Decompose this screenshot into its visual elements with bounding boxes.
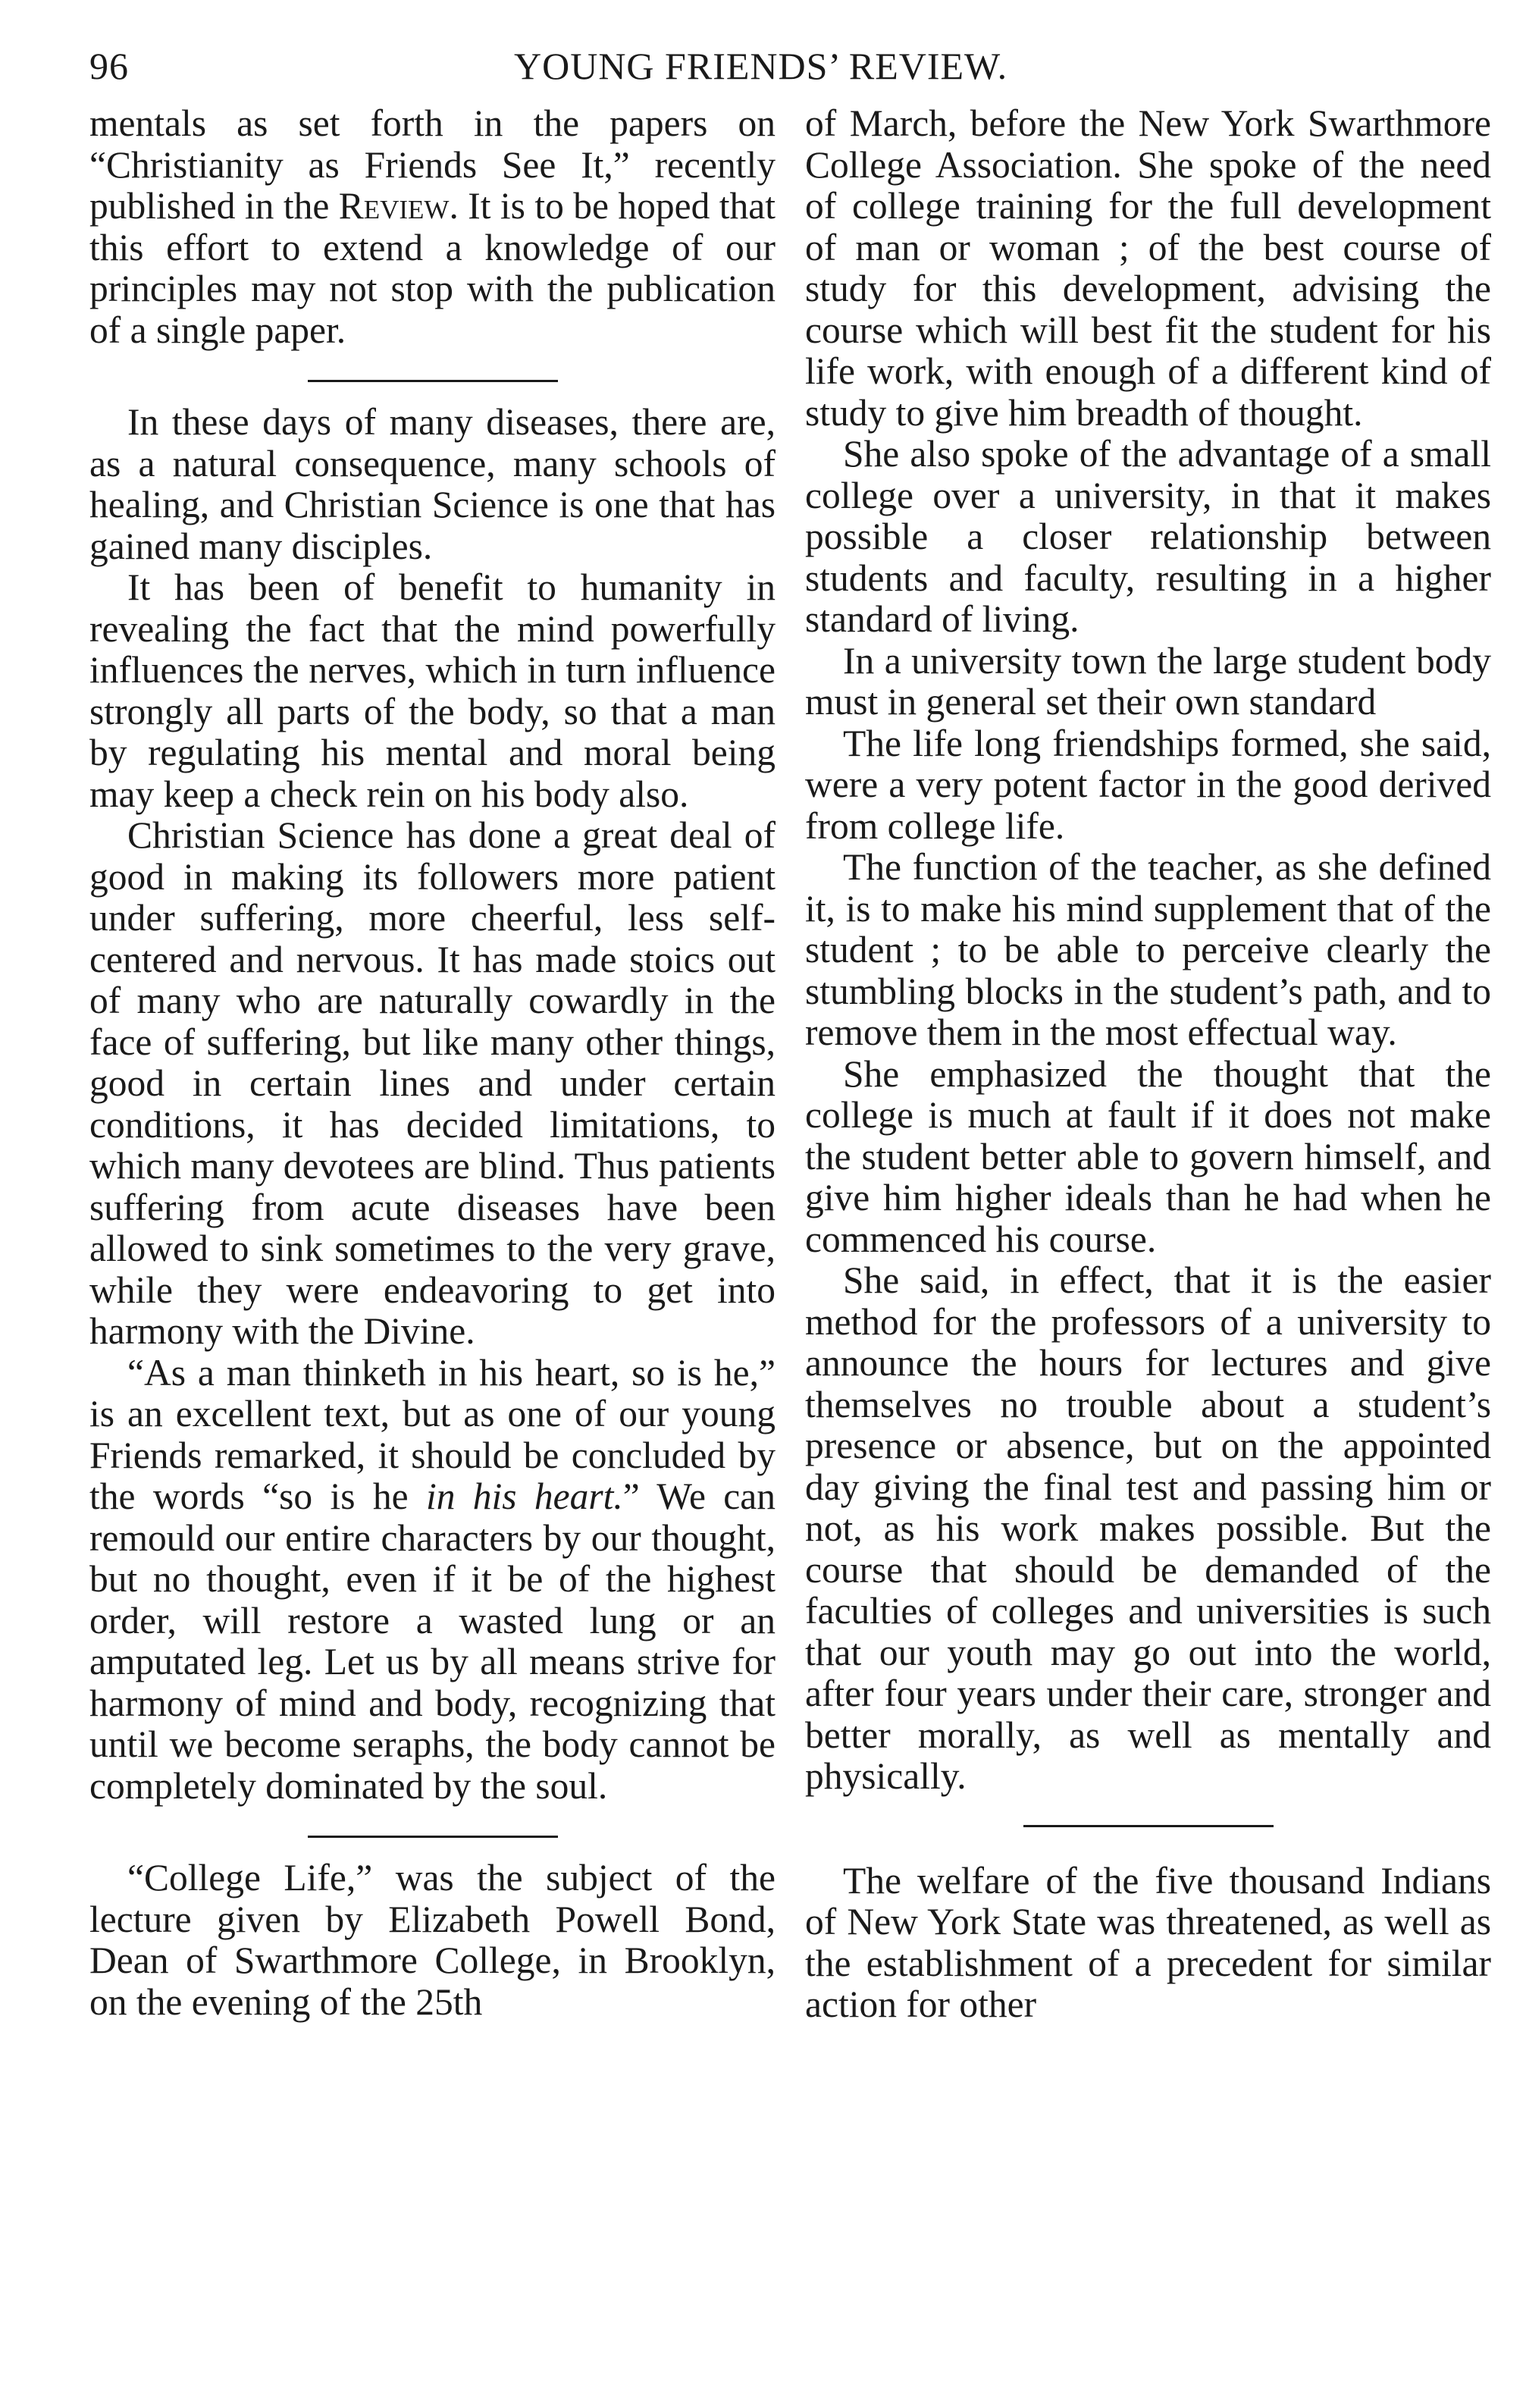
- page-header: [89, 39, 1454, 92]
- paragraph: Christian Science has done a great deal of good in making its followers more patient under suffering, more cheerful, less self-centered and nervous. It has made stoics out of many who are naturally cowardly in the face of suffering, but like many other things, good in certain lines and under certain conditions, it has decided limitations, to which many devotees are blind. Thus patients suffering from acute diseases have been allowed to sink sometimes to the very grave, while they were endeavoring to get into harmony with the Divine.: [89, 814, 776, 1352]
- journal-name: Review: [338, 185, 450, 227]
- paragraph: The life long friendships formed, she said, were a very potent factor in the good derived from college life.: [805, 722, 1491, 847]
- text-run: mentals as set forth in the papers on “Christianity as Friends See It,” recently published in the: [89, 102, 776, 227]
- text-run: “As a man thinketh in his heart, so is he,” is an excellent text, but as one of our young Friends remarked, it should be concluded by the words “so is he: [89, 1351, 776, 1517]
- paragraph: [89, 103, 776, 351]
- text-run: ” We can remould our entire characters by our thought, but no thought, even if it be of the highest order, will restore a wasted lung or an amputated leg. Let us by all means strive for harmony of mind and body, recognizing that until we become seraphs, the body cannot be completely dominated by the soul.: [89, 1475, 776, 1807]
- paragraph: of March, before the New York Swarthmore College Association. She spoke of the need of college training for the full development of man or woman ; of the best course of study for this development, advising the course which will best fit the student for his life work, with enough of a different kind of study to give him breadth of thought.: [805, 102, 1491, 434]
- paragraph: The function of the teacher, as she defined it, is to make his mind supplement that of the student ; to be able to perceive clearly the stumbling blocks in the student’s path, and to remove them in the most effectual way.: [805, 846, 1491, 1053]
- text-run: . It is to be hoped that this effort to extend a knowledge of our principles may not stop with the publication of a single paper.: [89, 185, 776, 351]
- section-divider: [308, 1836, 558, 1838]
- paragraph: She also spoke of the advantage of a small college over a university, in that it makes possible a closer relationship between students and faculty, resulting in a higher standard of living.: [805, 433, 1491, 640]
- right-column: [805, 103, 1491, 2026]
- paragraph: In these days of many diseases, there are, as a natural consequence, many schools of healing, and Christian Science is one that has gained many disciples.: [89, 401, 776, 567]
- paragraph: The welfare of the five thousand Indians of New York State was threatened, as well as the establishment of a precedent for similar action for other: [805, 1859, 1491, 2025]
- section-divider: [308, 380, 558, 382]
- italic-phrase: in his heart.: [425, 1475, 623, 1517]
- paragraph: “College Life,” was the subject of the lecture given by Elizabeth Powell Bond, Dean of Swarthmore College, in Brooklyn, on the evening of the 25th: [89, 1857, 776, 2023]
- left-column: [89, 103, 776, 2023]
- paragraph: It has been of benefit to humanity in revealing the fact that the mind powerfully influences the nerves, which in turn influence strongly all parts of the body, so that a man by regulating his mental and moral being may keep a check rein on his body also.: [89, 566, 776, 815]
- section-divider: [1023, 1825, 1274, 1827]
- page-number: 96: [89, 45, 129, 87]
- paragraph: [89, 1353, 776, 1808]
- paragraph: She said, in effect, that it is the easier method for the professors of a university to announce the hours for lectures and give themselves no trouble about a student’s presence or absence, but on the appointed day giving the final test and passing him or not, as his work makes possible. But the course that should be demanded of the faculties of colleges and universities is such that our youth may go out into the world, after four years under their care, stronger and better morally, as well as mentally and physically.: [805, 1259, 1491, 1797]
- running-head: YOUNG FRIENDS’ REVIEW.: [514, 45, 1008, 87]
- paragraph: She emphasized the thought that the college is much at fault if it does not make the student better able to govern himself, and give him higher ideals than he had when he commenced his course.: [805, 1052, 1491, 1260]
- paragraph: In a university town the large student body must in general set their own standard: [805, 639, 1491, 723]
